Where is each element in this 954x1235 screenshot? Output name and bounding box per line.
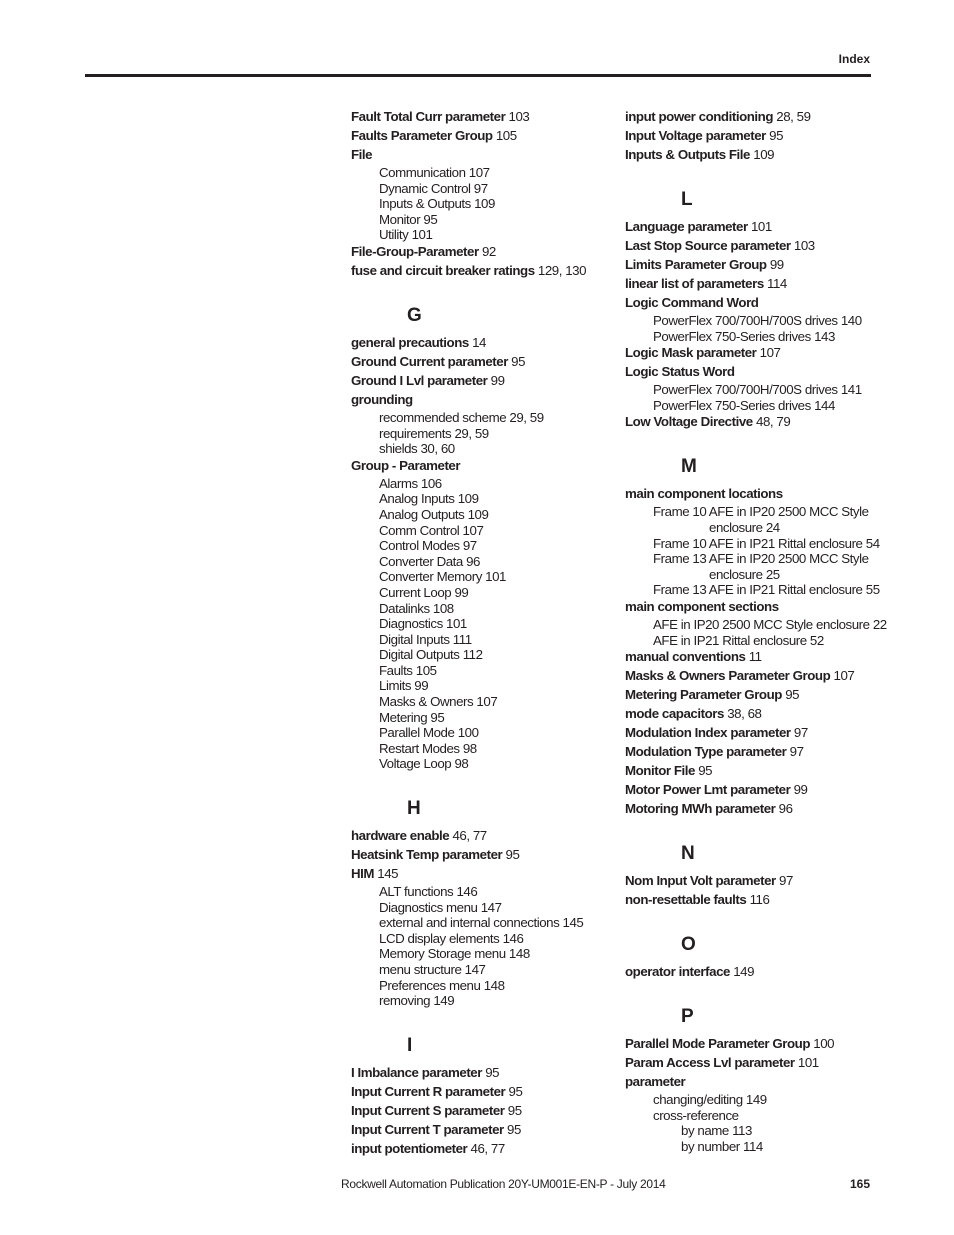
index-subentry: Metering 95	[379, 709, 445, 725]
index-entry	[351, 391, 611, 408]
index-subentries	[351, 410, 611, 457]
index-subentry: Frame 13 AFE in IP21 Rittal enclosure 55	[653, 582, 880, 598]
index-page-refs: 116	[749, 892, 770, 908]
index-term: fuse and circuit breaker ratings	[351, 262, 535, 278]
index-entry	[625, 146, 875, 163]
index-page-refs: 99	[490, 372, 505, 388]
index-entry	[351, 846, 611, 863]
index-entry	[351, 1121, 611, 1138]
index-term: File-Group-Parameter	[351, 243, 479, 259]
index-subentry: PowerFlex 700/700H/700S drives 140	[653, 313, 862, 328]
index-term: Language parameter	[625, 219, 748, 234]
index-subentry: Frame 10 AFE in IP20 2500 MCC Style	[653, 504, 869, 520]
index-subentries	[625, 313, 875, 344]
index-term: Limits Parameter Group	[625, 257, 767, 272]
index-page-refs: 38, 68	[727, 706, 762, 722]
index-letter-heading: O	[681, 934, 696, 956]
index-term: Faults Parameter Group	[351, 128, 493, 143]
index-page-refs: 95	[769, 128, 784, 143]
index-page-refs: 101	[797, 1055, 819, 1071]
index-page-refs: 100	[813, 1036, 835, 1052]
index-term: grounding	[351, 391, 413, 407]
index-entry	[625, 686, 875, 703]
index-subentry: requirements 29, 59	[379, 425, 489, 441]
index-page-refs: 95	[505, 847, 520, 863]
index-term: non-resettable faults	[625, 892, 747, 908]
index-page-refs: 145	[377, 866, 399, 882]
index-subentry: removing 149	[379, 993, 455, 1009]
index-term: Modulation Type parameter	[625, 744, 787, 760]
index-term: Ground I Lvl parameter	[351, 372, 488, 388]
index-subentry: Converter Data 96	[379, 553, 480, 569]
index-entry	[351, 1140, 611, 1157]
index-subentry: Faults 105	[379, 662, 437, 678]
index-subentry: Dynamic Control 97	[379, 180, 488, 196]
index-entry	[625, 724, 875, 741]
header-rule	[85, 74, 871, 77]
index-subentry: PowerFlex 750-Series drives 144	[653, 397, 835, 413]
index-term: Input Current R parameter	[351, 1083, 506, 1099]
index-subentry: Analog Outputs 109	[379, 506, 489, 522]
index-letter-heading: M	[681, 456, 697, 478]
index-page-refs: 95	[507, 1102, 522, 1118]
index-subentry: by number 114	[681, 1138, 763, 1154]
index-entry	[625, 872, 875, 889]
index-subentries	[351, 476, 611, 772]
index-subentry: Digital Outputs 112	[379, 647, 483, 663]
index-entry	[351, 1102, 611, 1119]
index-subentry: PowerFlex 700/700H/700S drives 141	[653, 382, 862, 398]
index-term: Ground Current parameter	[351, 353, 508, 369]
index-column-left	[351, 108, 611, 1159]
index-page-refs: 95	[698, 763, 713, 779]
index-page-refs: 97	[793, 725, 808, 741]
index-subentry: Monitor 95	[379, 211, 438, 227]
index-term: Motor Power Lmt parameter	[625, 782, 791, 798]
index-page-refs: 107	[759, 345, 781, 361]
index-term: Fault Total Curr parameter	[351, 109, 506, 124]
index-term: Parallel Mode Parameter Group	[625, 1036, 810, 1052]
index-entry	[625, 344, 875, 361]
index-entry	[625, 294, 875, 311]
index-page-refs: 101	[750, 219, 772, 234]
index-page-refs: 109	[753, 147, 775, 162]
index-page-refs: 103	[508, 109, 530, 124]
index-entry	[625, 256, 875, 273]
index-subentry: AFE in IP21 Rittal enclosure 52	[653, 632, 824, 648]
index-entry	[625, 667, 875, 684]
index-subentry-continuation: enclosure 25	[709, 566, 780, 582]
index-term: Metering Parameter Group	[625, 687, 782, 703]
index-page-refs: 28, 59	[776, 109, 811, 124]
index-subentry: PowerFlex 750-Series drives 143	[653, 328, 835, 344]
index-term: Logic Status Word	[625, 364, 735, 380]
index-entry	[625, 1073, 875, 1090]
index-entry	[625, 413, 875, 430]
index-subentry: Datalinks 108	[379, 600, 454, 616]
index-term: Modulation Index parameter	[625, 725, 791, 741]
index-page-refs: 95	[511, 353, 526, 369]
index-subentries	[625, 1092, 875, 1154]
index-term: Masks & Owners Parameter Group	[625, 668, 831, 684]
index-subentries	[625, 382, 875, 413]
index-entry	[351, 827, 611, 844]
index-page-refs: 97	[779, 873, 793, 889]
index-page-refs: 95	[507, 1121, 521, 1137]
index-letter-heading: I	[407, 1034, 413, 1056]
index-subentry: Frame 10 AFE in IP21 Rittal enclosure 54	[653, 535, 880, 551]
index-subentry: external and internal connections 145	[379, 915, 584, 931]
index-entry	[625, 1035, 875, 1052]
index-entry	[351, 334, 611, 351]
index-page-refs: 107	[833, 668, 855, 684]
index-subentries	[351, 165, 611, 243]
index-term: main component locations	[625, 486, 783, 502]
index-term: hardware enable	[351, 828, 450, 844]
index-term: Last Stop Source parameter	[625, 238, 791, 253]
index-letter-heading: H	[407, 798, 421, 820]
index-entry	[351, 865, 611, 882]
index-term: Input Voltage parameter	[625, 128, 766, 143]
index-subentry: Communication 107	[379, 165, 490, 180]
index-subentry: Analog Inputs 109	[379, 491, 479, 507]
index-term: general precautions	[351, 334, 469, 350]
index-page-refs: 114	[767, 276, 787, 291]
index-term: Nom Input Volt parameter	[625, 873, 776, 889]
index-subentry: Voltage Loop 98	[379, 756, 469, 772]
running-header: Index	[838, 52, 870, 66]
index-term: Param Access Lvl parameter	[625, 1055, 795, 1071]
index-subentry: Parallel Mode 100	[379, 725, 479, 741]
index-letter-heading: G	[407, 304, 422, 326]
index-page-refs: 95	[485, 1064, 500, 1080]
index-subentry: Utility 101	[379, 227, 433, 243]
index-term: input potentiometer	[351, 1140, 468, 1156]
index-entry	[625, 800, 875, 817]
index-entry	[351, 262, 611, 279]
index-subentry: Digital Inputs 111	[379, 631, 472, 647]
index-term: operator interface	[625, 964, 730, 980]
index-entry	[351, 353, 611, 370]
index-subentries	[625, 616, 887, 648]
index-term: HIM	[351, 866, 375, 882]
index-term: Group - Parameter	[351, 457, 461, 473]
index-subentries	[351, 884, 611, 1009]
index-term: Heatsink Temp parameter	[351, 847, 503, 863]
index-subentry: Restart Modes 98	[379, 740, 477, 756]
index-term: manual conventions	[625, 649, 746, 665]
index-entry	[625, 891, 875, 908]
index-entry	[351, 243, 611, 260]
index-entry	[351, 1064, 611, 1081]
index-entry	[625, 598, 875, 615]
index-entry	[625, 108, 875, 125]
index-column-right	[625, 108, 887, 1155]
index-entry	[625, 363, 875, 380]
index-page-refs: 11	[748, 649, 762, 665]
index-term: main component sections	[625, 598, 779, 614]
index-page-refs: 46, 77	[470, 1140, 505, 1156]
index-entry	[625, 1054, 875, 1071]
index-subentry: Current Loop 99	[379, 584, 469, 600]
index-subentry: menu structure 147	[379, 962, 486, 977]
index-entry	[351, 146, 611, 163]
index-subentry: Frame 13 AFE in IP20 2500 MCC Style	[653, 551, 869, 567]
index-subentry: ALT functions 146	[379, 884, 478, 900]
index-page-refs: 96	[778, 801, 793, 817]
index-subentry: by name 113	[681, 1123, 752, 1139]
index-term: Motoring MWh parameter	[625, 801, 776, 817]
index-subentry: Alarms 106	[379, 475, 442, 491]
index-entry	[351, 108, 611, 125]
index-term: Logic Mask parameter	[625, 345, 757, 361]
index-entry	[625, 275, 875, 292]
index-entry	[625, 127, 875, 144]
index-letter-heading: P	[681, 1006, 694, 1028]
index-term: Input Current S parameter	[351, 1102, 505, 1118]
index-subentry: Diagnostics menu 147	[379, 899, 502, 915]
index-subentries	[625, 504, 880, 598]
index-term: Logic Command Word	[625, 295, 759, 310]
index-entry	[625, 485, 875, 502]
index-term: File	[351, 147, 373, 162]
index-subentry: Memory Storage menu 148	[379, 946, 530, 962]
index-term: input power conditioning	[625, 109, 773, 124]
index-subentry: Inputs & Outputs 109	[379, 196, 495, 212]
index-subentry: cross-reference	[653, 1107, 739, 1123]
index-entry	[625, 705, 875, 722]
index-term: parameter	[625, 1074, 686, 1090]
index-entry	[625, 963, 875, 980]
index-page-refs: 95	[508, 1083, 523, 1099]
index-page-refs: 129, 130	[537, 262, 587, 278]
index-page-refs: 99	[793, 782, 808, 798]
index-page-refs: 97	[789, 744, 804, 760]
index-subentry: Preferences menu 148	[379, 977, 505, 993]
index-term: linear list of parameters	[625, 276, 764, 291]
index-entry	[625, 218, 875, 235]
index-subentry: changing/editing 149	[653, 1092, 767, 1108]
index-term: Inputs & Outputs File	[625, 147, 750, 162]
index-subentry: Control Modes 97	[379, 538, 477, 554]
index-entry	[625, 648, 875, 665]
index-page-refs: 92	[481, 243, 496, 259]
index-term: I Imbalance parameter	[351, 1064, 482, 1080]
index-page-refs: 103	[793, 238, 815, 253]
index-term: mode capacitors	[625, 706, 724, 722]
index-letter-heading: L	[681, 189, 693, 210]
index-letter-heading: N	[681, 843, 695, 865]
index-term: Monitor File	[625, 763, 695, 779]
index-subentry: recommended scheme 29, 59	[379, 409, 544, 425]
index-subentry: Diagnostics 101	[379, 616, 467, 632]
index-term: Input Current T parameter	[351, 1121, 504, 1137]
index-page-refs: 14	[472, 334, 486, 350]
footer-publication: Rockwell Automation Publication 20Y-UM001E-EN-P - July 2014	[341, 1177, 666, 1191]
index-page-refs: 149	[733, 964, 755, 980]
index-entry	[625, 743, 875, 760]
index-page-refs: 95	[785, 687, 800, 703]
index-page-refs: 105	[495, 128, 517, 143]
index-subentry-continuation: enclosure 24	[709, 519, 780, 535]
index-subentry: Comm Control 107	[379, 522, 484, 538]
index-entry	[625, 762, 875, 779]
index-subentry: AFE in IP20 2500 MCC Style enclosure 22	[653, 616, 887, 632]
index-entry	[351, 457, 611, 474]
index-subentry: LCD display elements 146	[379, 930, 524, 946]
index-subentry: Converter Memory 101	[379, 569, 506, 585]
index-entry	[351, 372, 611, 389]
index-page-refs: 46, 77	[452, 828, 487, 844]
index-subentry: shields 30, 60	[379, 441, 455, 457]
index-entry	[351, 127, 611, 144]
index-page-refs: 48, 79	[756, 414, 791, 430]
footer-page-number: 165	[849, 1177, 870, 1191]
index-page-refs: 99	[769, 257, 784, 272]
index-entry	[351, 1083, 611, 1100]
index-subentry: Masks & Owners 107	[379, 694, 498, 710]
index-entry	[625, 237, 875, 254]
index-subentry: Limits 99	[379, 678, 429, 694]
index-entry	[625, 781, 875, 798]
index-term: Low Voltage Directive	[625, 414, 753, 430]
